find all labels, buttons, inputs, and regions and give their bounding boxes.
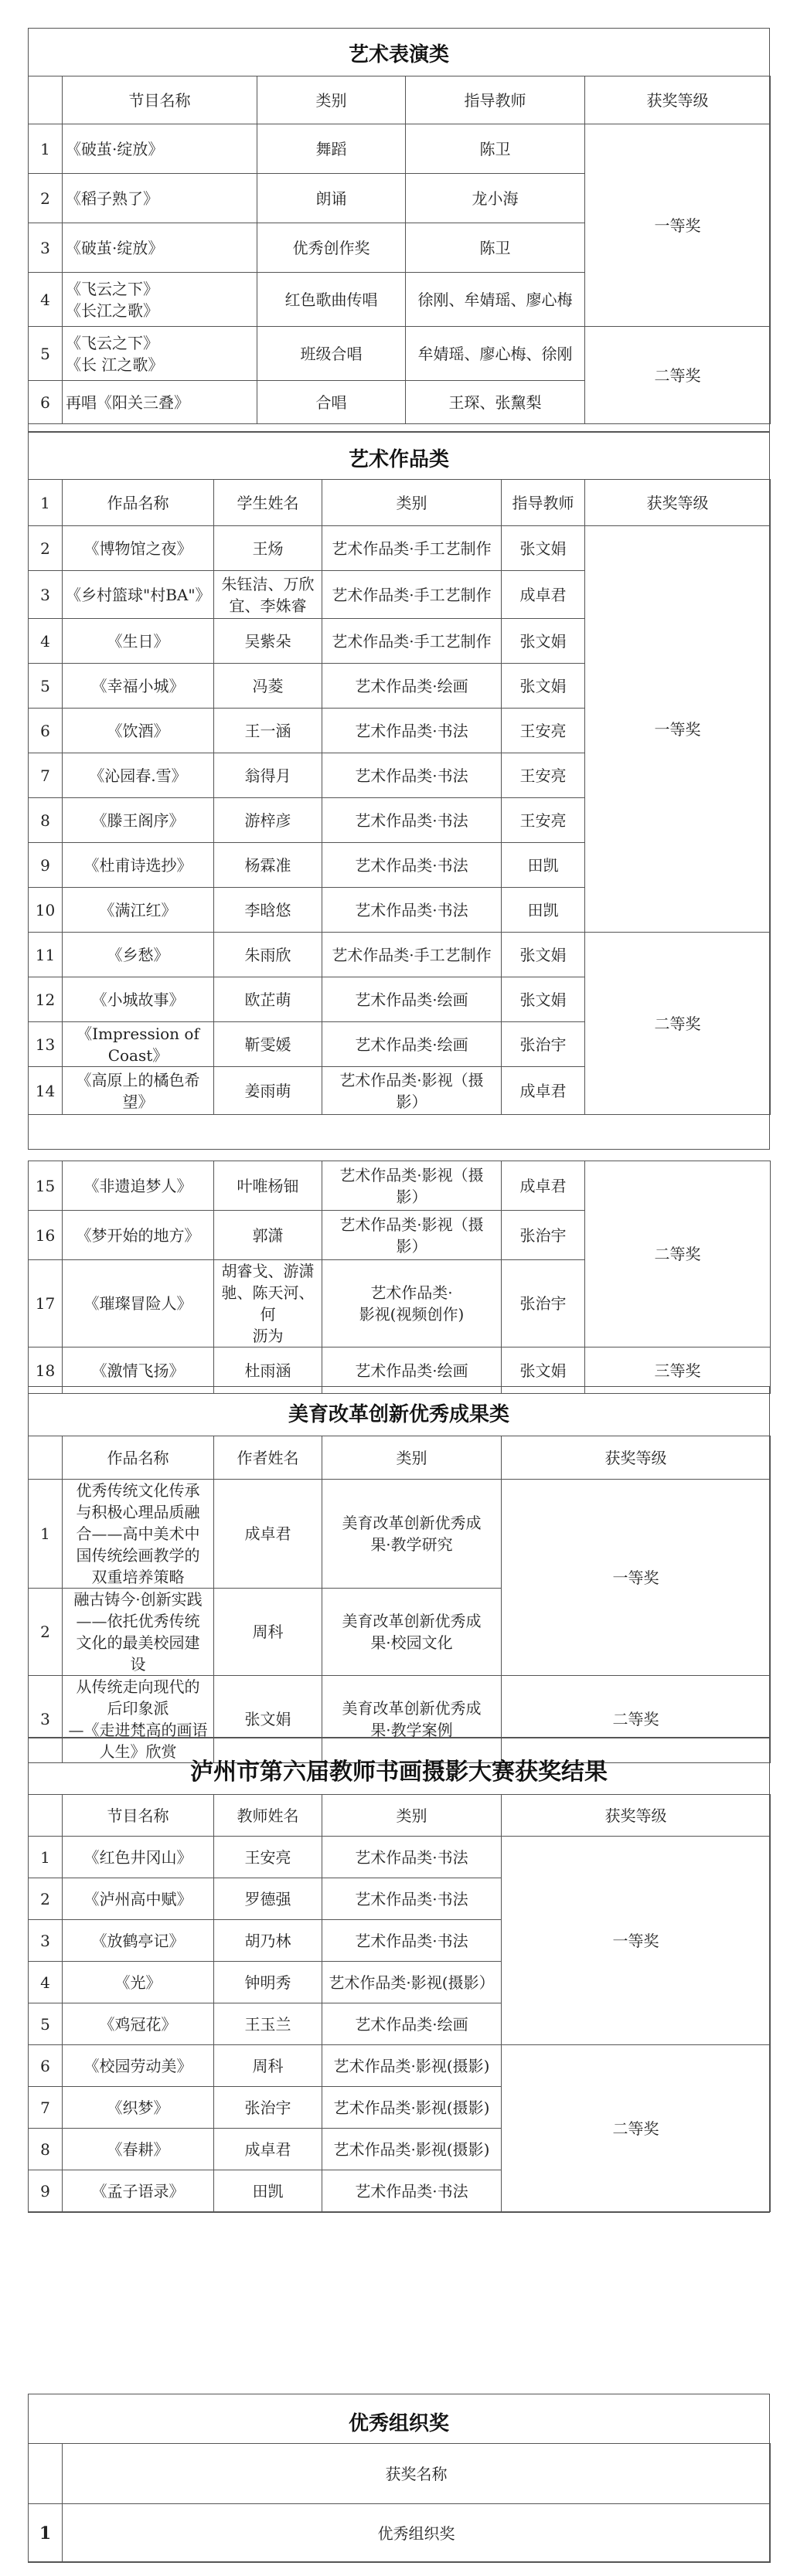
row-number: 4: [29, 1962, 63, 2003]
teacher: 成卓君: [502, 1067, 585, 1115]
work-name: 《博物馆之夜》: [63, 526, 214, 571]
category: 艺术作品类·绘画: [322, 664, 502, 709]
teacher: 张文娟: [502, 933, 585, 977]
row-number: 18: [29, 1347, 63, 1394]
program-name: 《红色井冈山》: [63, 1837, 214, 1878]
teacher-name: 钟明秀: [214, 1962, 322, 2003]
table-row: [29, 2504, 771, 2563]
work-name: 《幸福小城》: [63, 664, 214, 709]
teacher: 张文娟: [502, 1347, 585, 1394]
category: 艺术作品类·手工艺制作: [322, 571, 502, 619]
program-name: 《春耕》: [63, 2129, 214, 2170]
teacher: 张文娟: [502, 619, 585, 664]
row-number: 4: [29, 619, 63, 664]
student-name: 朱雨欣: [214, 933, 322, 977]
teacher: 张文娟: [502, 664, 585, 709]
teacher-name: 王安亮: [214, 1837, 322, 1878]
row-number: 15: [29, 1161, 63, 1211]
category: 合唱: [257, 381, 406, 424]
row-number: 5: [29, 327, 63, 381]
section-teacher-contest: [28, 1737, 770, 2213]
category: 艺术作品类·书法: [322, 1878, 502, 1920]
header-cell: 获奖等级: [502, 1795, 771, 1837]
table-row: [29, 1837, 771, 1878]
work-name: 优秀传统文化传承 与积极心理品质融 合——高中美术中 国传统绘画教学的 双重培养策略: [63, 1480, 214, 1589]
row-number: 8: [29, 798, 63, 843]
section-title: 艺术作品类: [348, 448, 449, 471]
teacher-name: 王玉兰: [214, 2003, 322, 2045]
work-name: 《小城故事》: [63, 977, 214, 1022]
header-cell: 类别: [322, 480, 502, 526]
header-cell: 教师姓名: [214, 1795, 322, 1837]
row-number: 2: [29, 1589, 63, 1676]
row-number: 3: [29, 1676, 63, 1763]
table-row: [29, 1161, 771, 1211]
table-row: [29, 1480, 771, 1589]
student-name: 胡睿戈、游潇 驰、陈天河、何 沥为: [214, 1260, 322, 1347]
contest-table: [28, 1794, 771, 2212]
program-name: 《鸡冠花》: [63, 2003, 214, 2045]
row-number: 2: [29, 1878, 63, 1920]
category: 艺术作品类·绘画: [322, 977, 502, 1022]
table-header: [29, 2444, 771, 2504]
category: 优秀创作奖: [257, 223, 406, 273]
award-level: 一等奖: [585, 526, 771, 933]
program-name: 《泸州高中赋》: [63, 1878, 214, 1920]
header-cell: 节目名称: [63, 1795, 214, 1837]
works-table-continued: [28, 1161, 771, 1394]
row-number: 3: [29, 571, 63, 619]
teacher: 张治宇: [502, 1211, 585, 1260]
award-level: 二等奖: [585, 933, 771, 1115]
work-name: 《沁园春.雪》: [63, 753, 214, 798]
row-number: 7: [29, 2087, 63, 2129]
author-name: 周科: [214, 1589, 322, 1676]
header-cell: 1: [29, 480, 63, 526]
header-cell: 类别: [322, 1436, 502, 1480]
row-number: 2: [29, 174, 63, 223]
student-name: 靳雯媛: [214, 1022, 322, 1067]
table-header: [29, 480, 771, 526]
work-name: 《Impression of Coast》: [63, 1022, 214, 1067]
reform-table: [28, 1436, 771, 1763]
teacher-name: 成卓君: [214, 2129, 322, 2170]
teacher: 王琛、张黧梨: [406, 381, 585, 424]
category: 艺术作品类·影视(摄影）: [322, 1962, 502, 2003]
teacher-name: 张治宇: [214, 2087, 322, 2129]
header-cell: 获奖等级: [585, 76, 771, 124]
category: 艺术作品类·书法: [322, 753, 502, 798]
category: 艺术作品类·手工艺制作: [322, 619, 502, 664]
row-number: 3: [29, 1920, 63, 1962]
header-cell: 作品名称: [63, 480, 214, 526]
section-performance: [28, 28, 770, 433]
teacher: 陈卫: [406, 223, 585, 273]
category: 美育改革创新优秀成 果·教学研究: [322, 1480, 502, 1589]
program-name: 《稻子熟了》: [63, 174, 257, 223]
row-number: 5: [29, 664, 63, 709]
teacher: 牟婧瑶、廖心梅、徐刚: [406, 327, 585, 381]
category: 艺术作品类·手工艺制作: [322, 526, 502, 571]
row-number: 1: [29, 124, 63, 174]
teacher: 田凯: [502, 843, 585, 888]
work-name: 《乡村篮球"村BA"》: [63, 571, 214, 619]
program-name: 《织梦》: [63, 2087, 214, 2129]
category: 艺术作品类·影视（摄 影）: [322, 1067, 502, 1115]
student-name: 冯菱: [214, 664, 322, 709]
work-name: 《激情飞扬》: [63, 1347, 214, 1394]
teacher-name: 周科: [214, 2045, 322, 2087]
author-name: 成卓君: [214, 1480, 322, 1589]
program-name: 《飞云之下》 《长江之歌》: [63, 273, 257, 327]
category: 班级合唱: [257, 327, 406, 381]
works-table: [28, 479, 771, 1115]
teacher-name: 罗德强: [214, 1878, 322, 1920]
category: 艺术作品类·影视(摄影): [322, 2045, 502, 2087]
teacher: 成卓君: [502, 571, 585, 619]
row-number: 1: [29, 1480, 63, 1589]
program-name: 再唱《阳关三叠》: [63, 381, 257, 424]
teacher-name: 胡乃林: [214, 1920, 322, 1962]
category: 红色歌曲传唱: [257, 273, 406, 327]
student-name: 欧芷萌: [214, 977, 322, 1022]
award-level: 二等奖: [502, 2045, 771, 2212]
header-cell: 学生姓名: [214, 480, 322, 526]
work-name: 《璀璨冒险人》: [63, 1260, 214, 1347]
award-name: 优秀组织奖: [63, 2504, 771, 2563]
section-reform: [28, 1386, 770, 1761]
award-level: 三等奖: [585, 1347, 771, 1394]
program-name: 《飞云之下》 《长 江之歌》: [63, 327, 257, 381]
table-row: [29, 526, 771, 571]
header-cell: [29, 76, 63, 124]
work-name: 《非遗追梦人》: [63, 1161, 214, 1211]
category: 朗诵: [257, 174, 406, 223]
teacher: 龙小海: [406, 174, 585, 223]
work-name: 《杜甫诗选抄》: [63, 843, 214, 888]
category: 艺术作品类·绘画: [322, 1022, 502, 1067]
teacher: 张治宇: [502, 1022, 585, 1067]
student-name: 朱钰洁、万欣 宜、李姝睿: [214, 571, 322, 619]
table-header: [29, 1436, 771, 1480]
teacher: 成卓君: [502, 1161, 585, 1211]
header-cell: [29, 1795, 63, 1837]
work-name: 《生日》: [63, 619, 214, 664]
header-cell: 指导教师: [406, 76, 585, 124]
header-cell: 指导教师: [502, 480, 585, 526]
header-cell: 获奖等级: [585, 480, 771, 526]
work-name: 融古铸今·创新实践 ——依托优秀传统 文化的最美校园建 设: [63, 1589, 214, 1676]
category: 艺术作品类·影视（摄 影）: [322, 1161, 502, 1211]
section-organization-award: [28, 2394, 770, 2562]
row-number: 2: [29, 526, 63, 571]
student-name: 杨霖准: [214, 843, 322, 888]
category: 艺术作品类·书法: [322, 709, 502, 753]
work-name: 《乡愁》: [63, 933, 214, 977]
table-header: [29, 1795, 771, 1837]
row-number: 7: [29, 753, 63, 798]
category: 艺术作品类·绘画: [322, 2003, 502, 2045]
row-number: 14: [29, 1067, 63, 1115]
section-works: [28, 431, 770, 1150]
row-number: 9: [29, 843, 63, 888]
header-cell: [29, 1436, 63, 1480]
work-name: 《梦开始的地方》: [63, 1211, 214, 1260]
award-level: 一等奖: [585, 124, 771, 327]
header-cell: 类别: [322, 1795, 502, 1837]
row-number: 8: [29, 2129, 63, 2170]
header-cell: 作者姓名: [214, 1436, 322, 1480]
header-cell: [29, 2444, 63, 2504]
row-number: 9: [29, 2170, 63, 2212]
header-cell: 获奖名称: [63, 2444, 771, 2504]
student-name: 王一涵: [214, 709, 322, 753]
student-name: 王炀: [214, 526, 322, 571]
student-name: 翁得月: [214, 753, 322, 798]
category: 艺术作品类·书法: [322, 888, 502, 933]
student-name: 游梓彦: [214, 798, 322, 843]
student-name: 杜雨涵: [214, 1347, 322, 1394]
student-name: 李晗悠: [214, 888, 322, 933]
category: 艺术作品类·影视（摄 影）: [322, 1211, 502, 1260]
teacher: 陈卫: [406, 124, 585, 174]
program-name: 《放鹤亭记》: [63, 1920, 214, 1962]
work-name: 《滕王阁序》: [63, 798, 214, 843]
award-level: 二等奖: [585, 327, 771, 424]
teacher: 张文娟: [502, 977, 585, 1022]
category: 美育改革创新优秀成 果·教学案例: [322, 1676, 502, 1763]
section-title: 艺术表演类: [348, 43, 449, 66]
category: 艺术作品类·书法: [322, 843, 502, 888]
category: 艺术作品类·影视(摄影): [322, 2087, 502, 2129]
header-cell: 节目名称: [63, 76, 257, 124]
category: 艺术作品类·手工艺制作: [322, 933, 502, 977]
section-title: 泸州市第六届教师书画摄影大赛获奖结果: [190, 1759, 608, 1786]
row-number: 6: [29, 709, 63, 753]
teacher: 王安亮: [502, 798, 585, 843]
row-number: 1: [29, 2504, 63, 2563]
student-name: 郭潇: [214, 1211, 322, 1260]
performance-table: [28, 76, 771, 424]
student-name: 叶唯杨钿: [214, 1161, 322, 1211]
table-row: [29, 124, 771, 174]
program-name: 《破茧·绽放》: [63, 124, 257, 174]
program-name: 《破茧·绽放》: [63, 223, 257, 273]
teacher: 张文娟: [502, 526, 585, 571]
student-name: 姜雨萌: [214, 1067, 322, 1115]
section-title: 美育改革创新优秀成果类: [288, 1403, 509, 1426]
row-number: 1: [29, 1837, 63, 1878]
row-number: 11: [29, 933, 63, 977]
row-number: 3: [29, 223, 63, 273]
teacher: 张治宇: [502, 1260, 585, 1347]
teacher: 徐刚、牟婧瑶、廖心梅: [406, 273, 585, 327]
program-name: 《孟子语录》: [63, 2170, 214, 2212]
header-cell: 获奖等级: [502, 1436, 771, 1480]
header-cell: 类别: [257, 76, 406, 124]
work-name: 从传统走向现代的 后印象派 —《走进梵高的画语 人生》欣赏: [63, 1676, 214, 1763]
header-cell: 作品名称: [63, 1436, 214, 1480]
work-name: 《饮酒》: [63, 709, 214, 753]
category: 舞蹈: [257, 124, 406, 174]
row-number: 16: [29, 1211, 63, 1260]
row-number: 6: [29, 381, 63, 424]
award-level: 二等奖: [585, 1161, 771, 1347]
row-number: 6: [29, 2045, 63, 2087]
work-name: 《满江红》: [63, 888, 214, 933]
category: 艺术作品类· 影视(视频创作): [322, 1260, 502, 1347]
award-level: 一等奖: [502, 1480, 771, 1676]
organization-table: [28, 2443, 771, 2563]
table-row: [29, 327, 771, 381]
table-row: [29, 933, 771, 977]
award-level: 一等奖: [502, 1837, 771, 2045]
row-number: 13: [29, 1022, 63, 1067]
category: 艺术作品类·书法: [322, 798, 502, 843]
category: 艺术作品类·书法: [322, 1920, 502, 1962]
teacher: 王安亮: [502, 709, 585, 753]
program-name: 《光》: [63, 1962, 214, 2003]
teacher: 田凯: [502, 888, 585, 933]
category: 艺术作品类·书法: [322, 2170, 502, 2212]
row-number: 10: [29, 888, 63, 933]
table-header: [29, 76, 771, 124]
work-name: 《高原上的橘色希 望》: [63, 1067, 214, 1115]
row-number: 5: [29, 2003, 63, 2045]
award-level: 二等奖: [502, 1676, 771, 1763]
category: 艺术作品类·书法: [322, 1837, 502, 1878]
section-works-continued: [28, 1161, 770, 1388]
table-row: [29, 2045, 771, 2087]
section-title: 优秀组织奖: [348, 2412, 449, 2435]
teacher-name: 田凯: [214, 2170, 322, 2212]
category: 美育改革创新优秀成 果·校园文化: [322, 1589, 502, 1676]
program-name: 《校园劳动美》: [63, 2045, 214, 2087]
author-name: 张文娟: [214, 1676, 322, 1763]
row-number: 4: [29, 273, 63, 327]
row-number: 17: [29, 1260, 63, 1347]
row-number: 12: [29, 977, 63, 1022]
category: 艺术作品类·影视(摄影): [322, 2129, 502, 2170]
teacher: 王安亮: [502, 753, 585, 798]
student-name: 吴紫朵: [214, 619, 322, 664]
category: 艺术作品类·绘画: [322, 1347, 502, 1394]
